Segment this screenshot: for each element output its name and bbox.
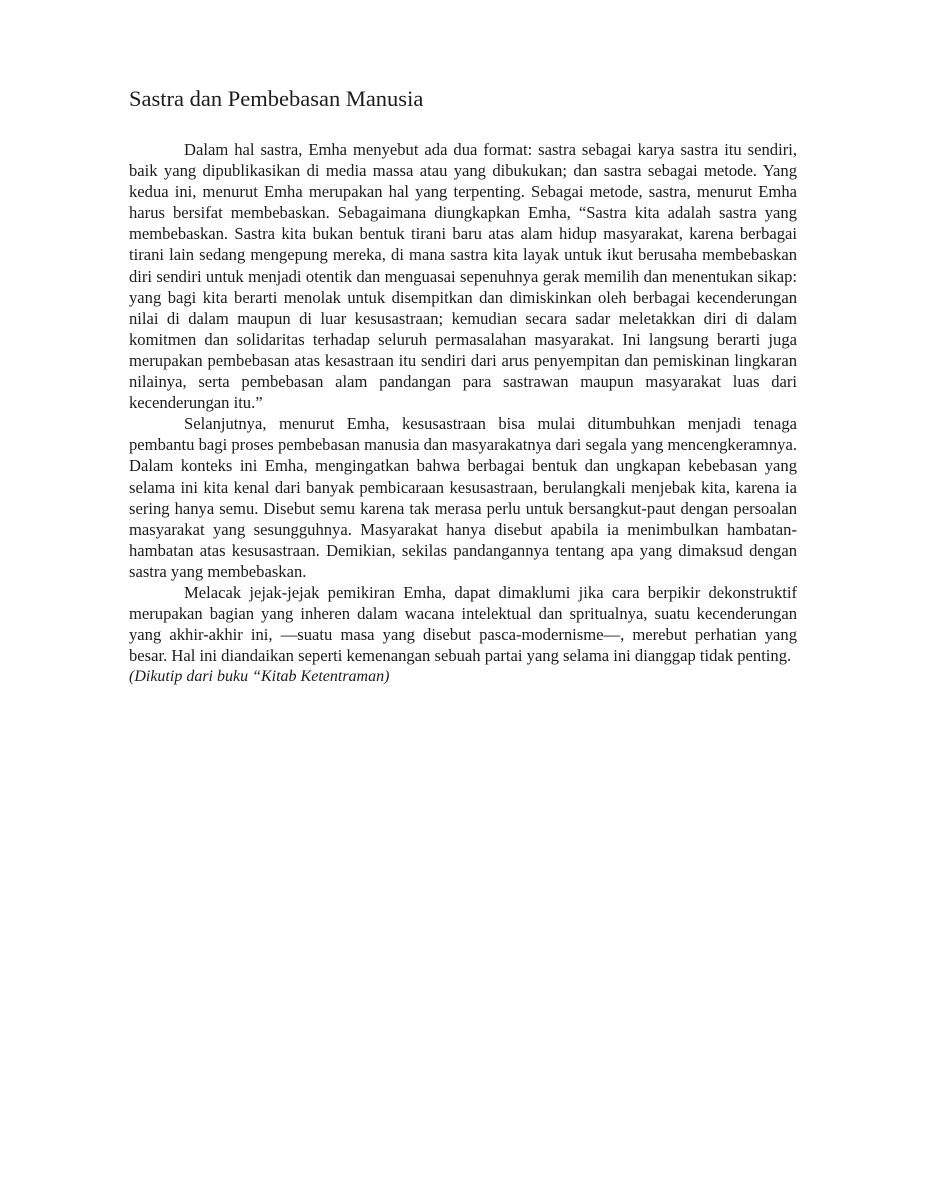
paragraph-3: Melacak jejak-jejak pemikiran Emha, dapat dimaklumi jika cara berpikir dekonstruktif merupakan bagian yang inheren dalam wacana intelektual dan spritualnya, suatu kecenderungan yang akhir-akhir ini, —suatu masa yang disebut pasca-modernisme—, merebut perhatian yang besar. Hal ini diandaikan seperti kemenangan sebuah partai yang selama ini dianggap tidak penting.	[129, 582, 797, 666]
document-title: Sastra dan Pembebasan Manusia	[129, 86, 424, 111]
source-citation: (Dikutip dari buku “Kitab Ketentraman)	[129, 668, 390, 686]
paragraph-1: Dalam hal sastra, Emha menyebut ada dua format: sastra sebagai karya sastra itu sendiri, baik yang dipublikasikan di media massa atau yang dibukukan; dan sastra sebagai metode. Yang kedua ini, menurut Emha merupakan hal yang terpenting. Sebagai metode, sastra, menurut Emha harus bersifat membebaskan. Sebagaimana diungkapkan Emha, “Sastra kita adalah sastra yang membebaskan. Sastra kita bukan bentuk tirani baru atas alam hidup masyarakat, karena berbagai tirani lain sedang mengepung mereka, di mana sastra kita layak untuk ikut berusaha membebaskan diri sendiri untuk menjadi otentik dan menguasai sepenuhnya gerak memilih dan menentukan sikap: yang bagi kita berarti menolak untuk disempitkan dan dimiskinkan oleh berbagai kecenderungan nilai di dalam maupun di luar kesusastraan; kemudian secara sadar meletakkan diri di dalam komitmen dan solidaritas terhadap seluruh permasalahan masyarakat. Ini langsung berarti juga merupakan pembebasan atas kesastraan itu sendiri dari arus penyempitan dan pemiskinan lingkaran nilainya, serta pembebasan alam pandangan para sastrawan maupun masyarakat luas dari kecenderungan itu.”	[129, 140, 797, 413]
document-body	[129, 84, 797, 687]
paragraph-2: Selanjutnya, menurut Emha, kesusastraan bisa mulai ditumbuhkan menjadi tenaga pembantu bagi proses pembebasan manusia dan masyarakatnya dari segala yang mencengkeramnya. Dalam konteks ini Emha, mengingatkan bahwa berbagai bentuk dan ungkapan kebebasan yang selama ini kita kenal dari banyak pembicaraan kesusastraan, berulangkali menjebak kita, karena ia sering hanya semu. Disebut semu karena tak merasa perlu untuk bersangkut-paut dengan persoalan masyarakat yang sesungguhnya. Masyarakat hanya disebut apabila ia menimbulkan hambatan-hambatan atas kesusastraan. Demikian, sekilas pandangannya tentang apa yang dimaksud dengan sastra yang membebaskan.	[129, 414, 797, 581]
